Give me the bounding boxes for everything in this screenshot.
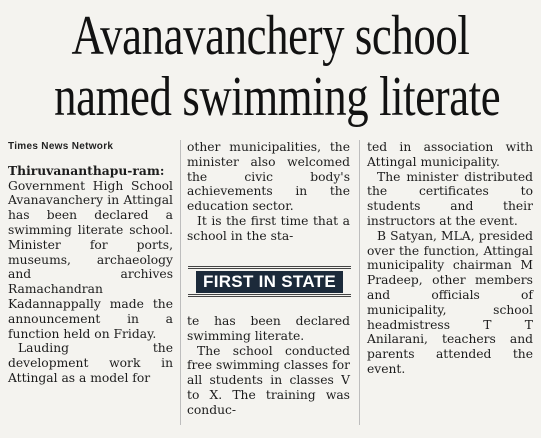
article-column-2-continued: [187, 314, 350, 418]
headline-line-1: Avanavanchery school: [71, 5, 470, 67]
byline: Times News Network: [8, 141, 114, 152]
paragraph: It is the first time that a school in the sta-: [187, 213, 350, 243]
paragraph: The school conducted free swimming classes for all students in classes V to X. The training was conduc-: [187, 343, 350, 417]
dateline: Thiruvananthapu-ram:: [8, 162, 165, 178]
article-column-3: [367, 140, 533, 377]
paragraph: other municipalities, the minister also welcomed the civic body's achievements in the education sector.: [187, 140, 350, 214]
column-divider: [180, 140, 181, 425]
paragraph: Lauding the development work in Attingal as a model for: [8, 341, 173, 385]
lead-paragraph: [8, 164, 173, 342]
article-column-1: [8, 140, 173, 386]
column-divider: [359, 140, 360, 425]
lead-text: Government High School Avanavanchery in Attingal has been declared a swimming literate school. Minister for ports, museums, archaeology and archives Ramachandran Kadannappally made the announcement in a function held on Friday.: [8, 178, 173, 341]
article-column-2: [187, 140, 350, 244]
section-label-text: FIRST IN STATE: [196, 271, 343, 293]
section-label: [188, 266, 351, 297]
paragraph: The minister distributed the certificates to students and their instructors at the event.: [367, 169, 533, 228]
paragraph: B Satyan, MLA, presided over the function, Attingal municipality chairman M Pradeep, other members and officials of municipality, school headmistress T T Anilarani, teachers and parents attended the event.: [367, 228, 533, 376]
paragraph: te has been declared swimming literate.: [187, 314, 350, 343]
paragraph: ted in association with Attingal municipality.: [367, 140, 533, 169]
headline-line-2: named swimming literate: [54, 66, 501, 128]
